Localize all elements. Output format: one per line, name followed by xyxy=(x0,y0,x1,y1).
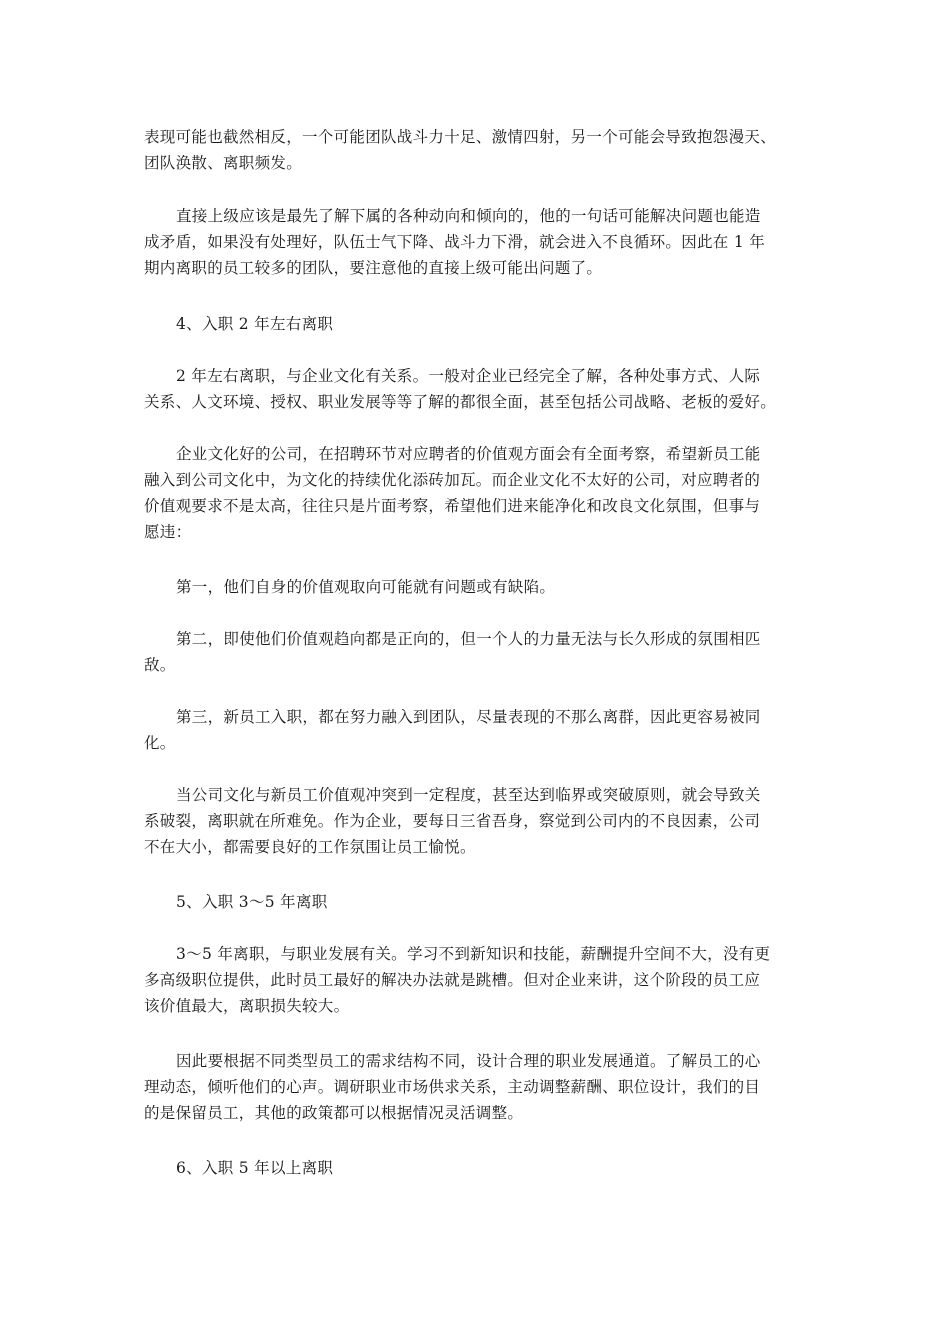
text-line: 敌。 xyxy=(144,656,176,674)
text-line: 系破裂，离职就在所难免。作为企业，要每日三省吾身，察觉到公司内的不良因素，公司 xyxy=(144,812,761,830)
text-line: 3～5 年离职，与职业发展有关。学习不到新知识和技能，薪酬提升空间不大，没有更 xyxy=(176,945,771,963)
paragraph-direct-supervisor xyxy=(144,203,824,281)
paragraph-third xyxy=(144,704,824,756)
paragraph-first xyxy=(144,574,824,600)
paragraph-2-years xyxy=(144,363,824,415)
text-line: 不在大小，都需要良好的工作氛围让员工愉悦。 xyxy=(144,838,476,856)
paragraph-culture-conflict xyxy=(144,782,824,860)
text-line: 团队涣散、离职频发。 xyxy=(144,154,303,172)
text-line: 企业文化好的公司，在招聘环节对应聘者的价值观方面会有全面考察，希望新员工能 xyxy=(176,445,761,463)
text-line: 表现可能也截然相反，一个可能团队战斗力十足、激情四射，另一个可能会导致抱怨漫天、 xyxy=(144,128,777,146)
text-line: 化。 xyxy=(144,734,176,752)
section-heading-5-plus-years xyxy=(144,1155,824,1181)
text-line: 期内离职的员工较多的团队，要注意他的直接上级可能出问题了。 xyxy=(144,259,603,277)
section-heading-3-5-years xyxy=(144,889,824,915)
text-line: 的是保留员工，其他的政策都可以根据情况灵活调整。 xyxy=(144,1104,524,1122)
text-line: 第一，他们自身的价值观取向可能就有问题或有缺陷。 xyxy=(176,578,556,596)
text-line: 4、入职 2 年左右离职 xyxy=(176,315,334,333)
text-line: 5、入职 3～5 年离职 xyxy=(176,893,328,911)
text-line: 直接上级应该是最先了解下属的各种动向和倾向的，他的一句话可能解决问题也能造 xyxy=(176,207,761,225)
section-heading-2-years xyxy=(144,311,824,337)
paragraph-second xyxy=(144,626,824,678)
text-line: 因此要根据不同类型员工的需求结构不同，设计合理的职业发展通道。了解员工的心 xyxy=(176,1052,761,1070)
text-line: 第二，即使他们价值观趋向都是正向的，但一个人的力量无法与长久形成的氛围相匹 xyxy=(176,630,761,648)
text-line: 融入到公司文化中，为文化的持续优化添砖加瓦。而企业文化不太好的公司，对应聘者的 xyxy=(144,471,761,489)
text-line: 愿违： xyxy=(144,523,192,541)
paragraph-3-5-years xyxy=(144,941,824,1019)
text-line: 价值观要求不是太高，往往只是片面考察，希望他们进来能净化和改良文化氛围，但事与 xyxy=(144,497,761,515)
text-line: 6、入职 5 年以上离职 xyxy=(176,1159,334,1177)
text-line: 理动态，倾听他们的心声。调研职业市场供求关系，主动调整薪酬、职位设计，我们的目 xyxy=(144,1078,761,1096)
text-line: 第三，新员工入职，都在努力融入到团队，尽量表现的不那么离群，因此更容易被同 xyxy=(176,708,761,726)
text-line: 2 年左右离职，与企业文化有关系。一般对企业已经完全了解，各种处事方式、人际 xyxy=(176,367,761,385)
text-line: 多高级职位提供，此时员工最好的解决办法就是跳槽。但对企业来讲，这个阶段的员工应 xyxy=(144,971,761,989)
paragraph-career-path xyxy=(144,1048,824,1126)
paragraph-continuation xyxy=(144,124,824,176)
text-line: 该价值最大，离职损失较大。 xyxy=(144,997,350,1015)
text-line: 成矛盾，如果没有处理好，队伍士气下降、战斗力下滑，就会进入不良循环。因此在 1 年 xyxy=(144,233,766,251)
paragraph-corporate-culture xyxy=(144,441,824,545)
text-line: 当公司文化与新员工价值观冲突到一定程度，甚至达到临界或突破原则，就会导致关 xyxy=(176,786,761,804)
text-line: 关系、人文环境、授权、职业发展等等了解的都很全面，甚至包括公司战略、老板的爱好。 xyxy=(144,393,777,411)
